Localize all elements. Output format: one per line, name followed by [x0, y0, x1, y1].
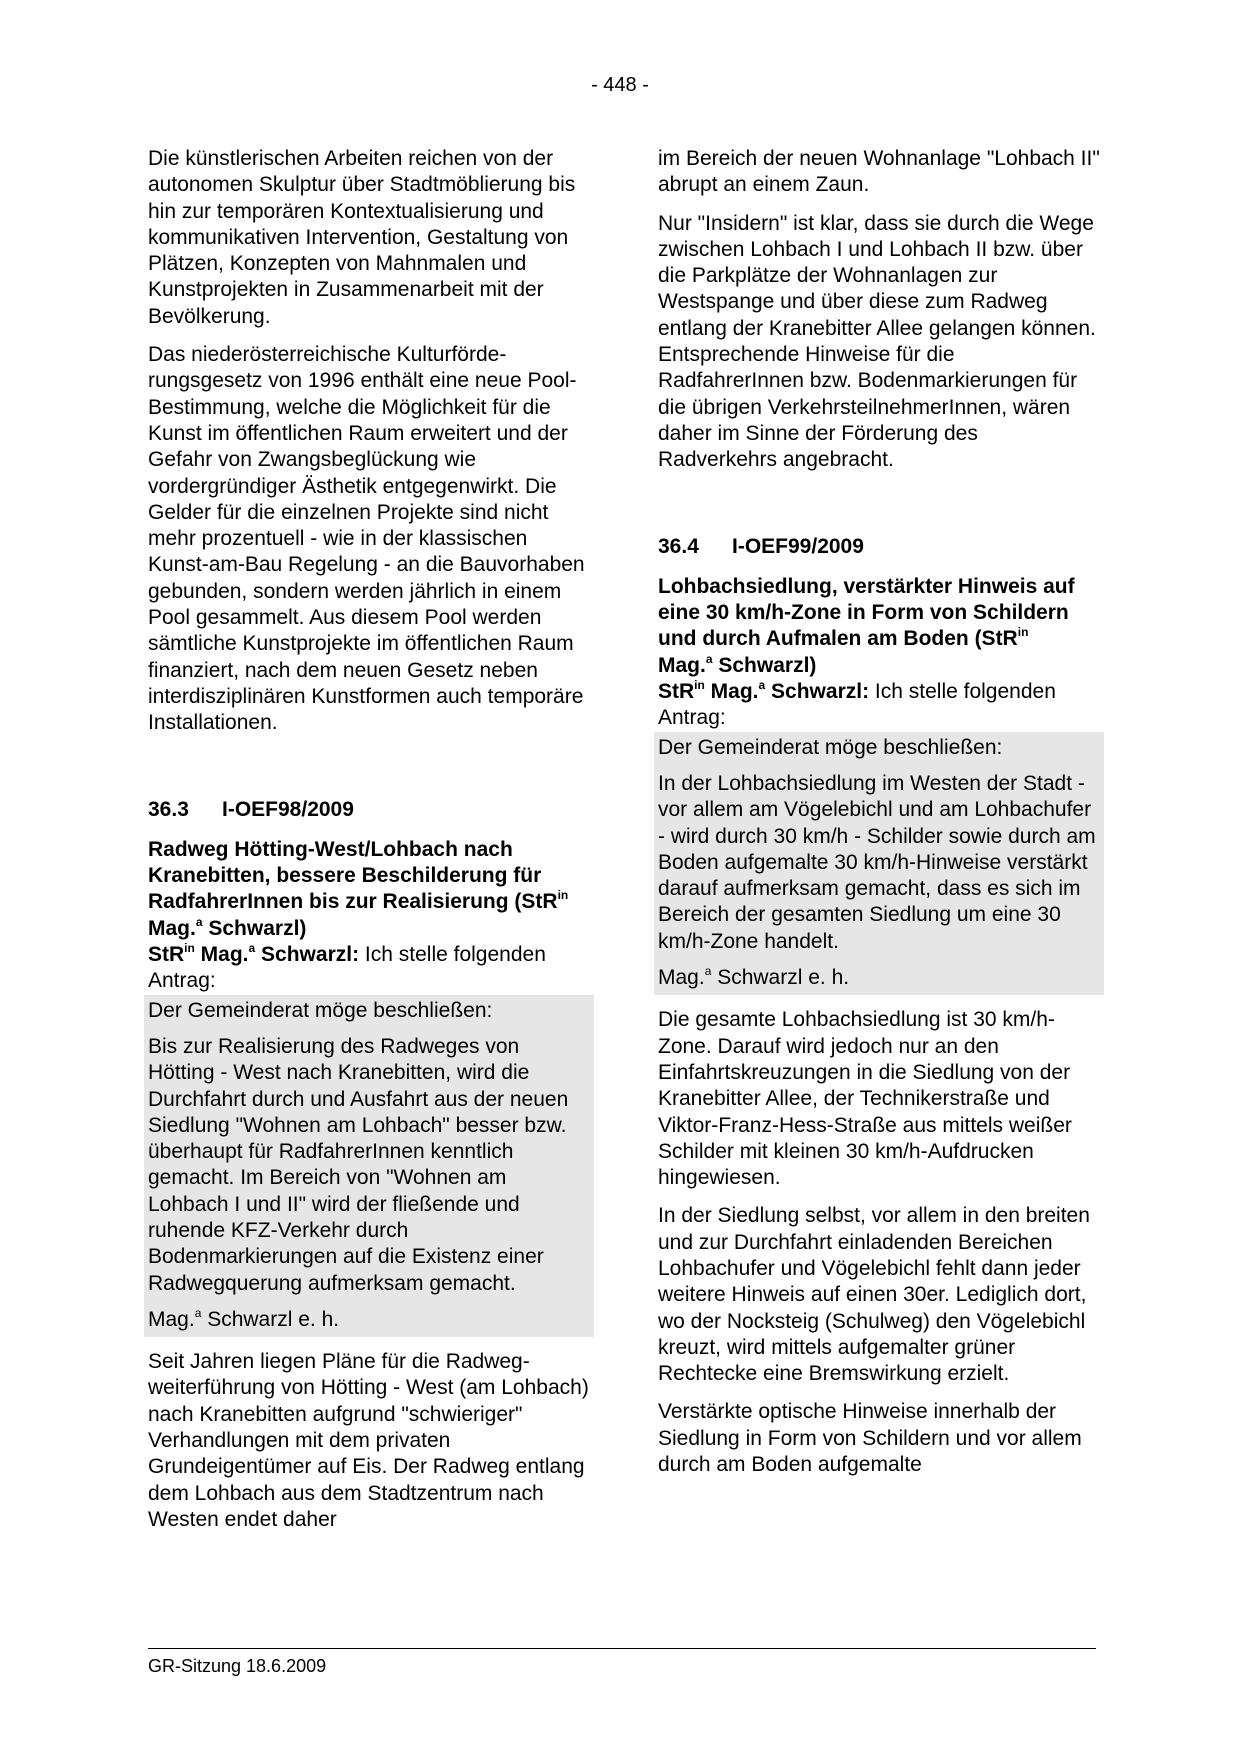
speaker-name: StR$^{in}$ Mag.$^a$ Schwarzl: [148, 941, 360, 967]
motion-text: In der Lohbachsiedlung im Westen der Stadt - vor allem am Vögelebichl und am Lohbachufer - wird durch 30 km/h - Schilder sowie durch am Boden aufgemalte 30 km/h-Hinweise verstärkt darauf aufmerksam gemacht, dass es sich im Bereich der gesamten Siedlung um eine 30 km/h-Zone handelt. [658, 771, 1096, 953]
motion-intro: StR$^{in}$ Mag.$^a$ Schwarzl: Ich stelle folgenden Antrag: [658, 678, 1056, 730]
paragraph: Seit Jahren liegen Pläne für die Radwegweiterführung von Hötting - West (am Lohbach) nach Kranebitten aufgrund "schwieriger" Verhandlungen mit dem privaten Grundeigentümer auf Eis. Der Radweg entlang dem Lohbach aus dem Stadtzentrum nach Westen endet daher [148, 1350, 589, 1531]
paragraph: Verstärkte optische Hinweise innerhalb der Siedlung in Form von Schildern und vor allem durch am Boden aufgemalte [658, 1400, 1082, 1477]
paragraph: Die gesamte Lohbachsiedlung ist 30 km/h-Zone. Darauf wird jedoch nur an den Einfahrtskreuzungen in die Siedlung von der Kranebitter Allee, der Technikerstraße und Viktor-Franz-Hess-Straße aus mittels weißer Schilder mit kleinen 30 km/h-Aufdrucken hingewiesen. [658, 1008, 1072, 1190]
left-column [148, 146, 590, 1545]
section-number: 36.4 [658, 534, 699, 558]
footer-text: GR-Sitzung 18.6.2009 [148, 1656, 327, 1676]
page-number: - 448 - [591, 74, 649, 96]
footer-divider [148, 1648, 1096, 1649]
section-heading [658, 534, 1100, 560]
motion-signature: Mag.$^a$ Schwarzl e. h. [148, 1305, 340, 1331]
section-heading [148, 797, 590, 823]
paragraph: im Bereich der neuen Wohnanlage "Lohbach II" abrupt an einem Zaun. [658, 147, 1100, 197]
motion-box [144, 995, 594, 1338]
right-column [658, 146, 1100, 1490]
section-code: I-OEF99/2009 [732, 534, 864, 558]
motion-intro: StR$^{in}$ Mag.$^a$ Schwarzl: Ich stelle folgenden Antrag: [148, 941, 546, 993]
section-code: I-OEF98/2009 [222, 797, 354, 821]
paragraph: Nur "Insidern" ist klar, dass sie durch die Wege zwischen Lohbach I und Lohbach II bzw. über die Parkplätze der Wohnanlagen zur Westspange und über diese zum Radweg entlang der Kranebitter Allee gelangen können. Entsprechende Hinweise für die RadfahrerInnen bzw. Bodenmarkierungen für die übrigen VerkehrsteilnehmerInnen, wären daher im Sinne der Förderung des Radverkehrs angebracht. [658, 211, 1096, 472]
motion-signature: Mag.$^a$ Schwarzl e. h. [658, 964, 850, 990]
section-title: Lohbachsiedlung, verstärkter Hinweis auf eine 30 km/h-Zone in Form von Schildern und durch Aufmalen am Boden (StR$^{in}$ Mag.$^a$ Schwarzl) [658, 574, 1075, 677]
motion-box [654, 732, 1104, 996]
speaker-name: StR$^{in}$ Mag.$^a$ Schwarzl: [658, 678, 870, 704]
paragraph: Die künstlerischen Arbeiten reichen von der autonomen Skulptur über Stadtmöblierung bis hin zur temporären Kontextualisierung und kommunikativen Intervention, Gestaltung von Plätzen, Konzepten von Mahnmalen und Kunstprojekten in Zusammenarbeit mit der Bevölkerung. [148, 147, 576, 328]
paragraph: Das niederösterreichische Kulturförderungsgesetz von 1996 enthält eine neue Pool-Bestimmung, welche die Möglichkeit für die Kunst im öffentlichen Raum erweitert und der Gefahr von Zwangsbeglückung wie vordergründiger Ästhetik entgegenwirkt. Die Gelder für die einzelnen Projekte sind nicht mehr prozentuell - wie in der klassischen Kunst-am-Bau Regelung - an die Bauvorhaben gebunden, sondern werden jährlich in einem Pool gesammelt. Aus diesem Pool werden sämtliche Kunstprojekte im öffentlichen Raum finanziert, nach dem neuen Gesetz neben interdisziplinären Kunstformen auch temporäre Installationen. [148, 343, 585, 735]
section-number: 36.3 [148, 797, 189, 821]
paragraph: In der Siedlung selbst, vor allem in den breiten und zur Durchfahrt einladenden Bereichen Lohbachufer und Vögelebichl fehlt dann jeder weitere Hinweis auf einen 30er. Lediglich dort, wo der Nocksteig (Schulweg) den Vögelebichl kreuzt, wird mittels aufgemalter grüner Rechtecke eine Bremswirkung erzielt. [658, 1204, 1090, 1386]
motion-lead: Der Gemeinderat möge beschließen: [148, 998, 493, 1022]
section-title: Radweg Hötting-West/Lohbach nach Kranebitten, bessere Beschilderung für RadfahrerInnen bis zur Realisierung (StR$^{in}$ Mag.$^a$ Schwarzl) [148, 837, 569, 940]
motion-lead: Der Gemeinderat möge beschließen: [658, 735, 1003, 759]
motion-text: Bis zur Realisierung des Radweges von Hötting - West nach Kranebitten, wird die Durchfahrt durch und Ausfahrt aus der neuen Siedlung "Wohnen am Lohbach" besser bzw. überhaupt für RadfahrerInnen kenntlich gemacht. Im Bereich von "Wohnen am Lohbach I und II" wird der fließende und ruhende KFZ-Verkehr durch Bodenmarkierungen auf die Existenz einer Radwegquerung aufmerksam gemacht. [148, 1034, 569, 1295]
